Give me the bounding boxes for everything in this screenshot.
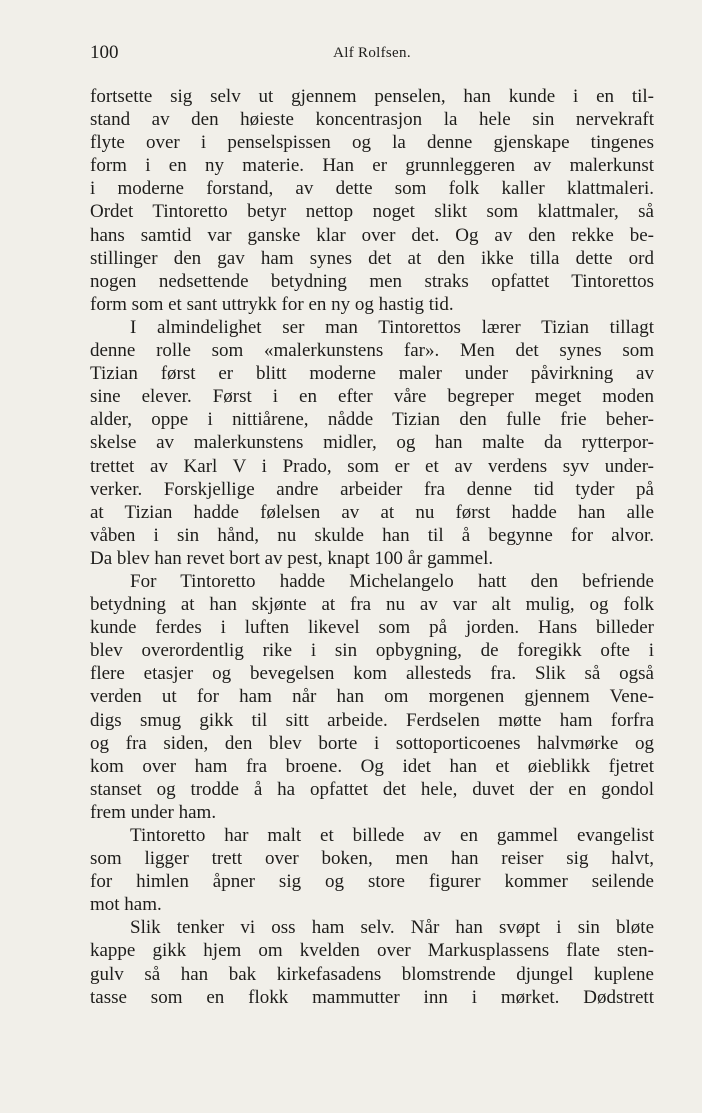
text-line: i moderne forstand, av dette som folk kaller klattmaleri. [90, 178, 654, 200]
text-line: Ordet Tintoretto betyr nettop noget slikt som klattmaler, så [90, 201, 654, 223]
text-line: Tintoretto har malt et billede av en gammel evangelist [130, 825, 654, 846]
text-line: digs smug gikk til sitt arbeide. Ferdselen møtte ham forfra [90, 709, 654, 731]
text-line: som ligger trett over boken, men han reiser sig halvt, [90, 848, 654, 870]
text-line: Slik tenker vi oss ham selv. Når han svøpt i sin bløte [130, 917, 654, 939]
text-line: nogen nedsettende betydning men straks opfattet Tintorettos [90, 270, 654, 292]
text-line: mot ham. [90, 894, 162, 916]
text-line: kunde ferdes i luften likevel som på jorden. Hans billeder [90, 617, 654, 639]
page-header [90, 42, 654, 68]
text-line: kappe gikk hjem om kvelden over Markusplassens flate sten- [90, 940, 654, 962]
text-line: gulv så han bak kirkefasadens blomstrende djungel kuplene [90, 963, 654, 985]
text-line: og fra siden, den blev borte i sottoporticoenes halvmørke og [90, 732, 654, 754]
text-line: for himlen åpner sig og store figurer kommer seilende [90, 871, 654, 893]
text-line: stanset og trodde å ha opfattet det hele, duvet der en gondol [90, 778, 654, 800]
running-head: Alf Rolfsen. [333, 45, 411, 61]
text-line: frem under ham. [90, 801, 217, 823]
text-line: stand av den høieste koncentrasjon la hele sin nervekraft [90, 109, 654, 131]
page-number: 100 [90, 42, 119, 63]
body-text [90, 85, 654, 1009]
text-line: fortsette sig selv ut gjennem penselen, han kunde i en til- [90, 86, 654, 107]
text-line: Tizian først er blitt moderne maler under påvirkning av [90, 363, 654, 385]
text-line: sine elever. Først i en efter våre begreper meget moden [90, 386, 654, 408]
text-line: I almindelighet ser man Tintorettos lærer Tizian tillagt [130, 316, 654, 338]
text-line: form i en ny materie. Han er grunnleggeren av malerkunst [90, 155, 654, 177]
text-line: verker. Forskjellige andre arbeider fra denne tid tyder på [90, 478, 654, 500]
text-line: at Tizian hadde følelsen av at nu først hadde han alle [90, 501, 654, 523]
text-line: verden ut for ham når han om morgenen gjennem Vene- [90, 686, 654, 708]
text-line: alder, oppe i nittiårene, nådde Tizian den fulle frie beher- [90, 409, 654, 431]
text-line: stillinger den gav ham synes det at den ikke tilla dette ord [90, 247, 654, 269]
text-line: blev overordentlig rike i sin opbygning, de foregikk ofte i [90, 640, 654, 662]
text-line: flyte over i penselspissen og la denne gjenskape tingenes [90, 132, 654, 154]
text-line: trettet av Karl V i Prado, som er et av verdens syv under- [90, 455, 654, 477]
text-line: betydning at han skjønte at fra nu av var alt mulig, og folk [90, 594, 654, 616]
text-line: tasse som en flokk mammutter inn i mørket. Dødstrett [90, 986, 654, 1008]
text-line: denne rolle som «malerkunstens far». Men det synes som [90, 340, 654, 362]
text-line: Da blev han revet bort av pest, knapt 100 år gammel. [90, 547, 494, 569]
text-line: hans samtid var ganske klar over det. Og av den rekke be- [90, 224, 654, 246]
text-line: form som et sant uttrykk for en ny og hastig tid. [90, 293, 454, 315]
text-line: flere etasjer og bevegelsen kom allesteds fra. Slik så også [90, 663, 654, 685]
text-line: skelse av malerkunstens midler, og han malte da rytterpor- [90, 432, 654, 454]
text-line: kom over ham fra broene. Og idet han et øieblikk fjetret [90, 755, 654, 777]
text-line: våben i sin hånd, nu skulde han til å begynne for alvor. [90, 524, 654, 546]
text-line: For Tintoretto hadde Michelangelo hatt den befriende [130, 570, 654, 592]
